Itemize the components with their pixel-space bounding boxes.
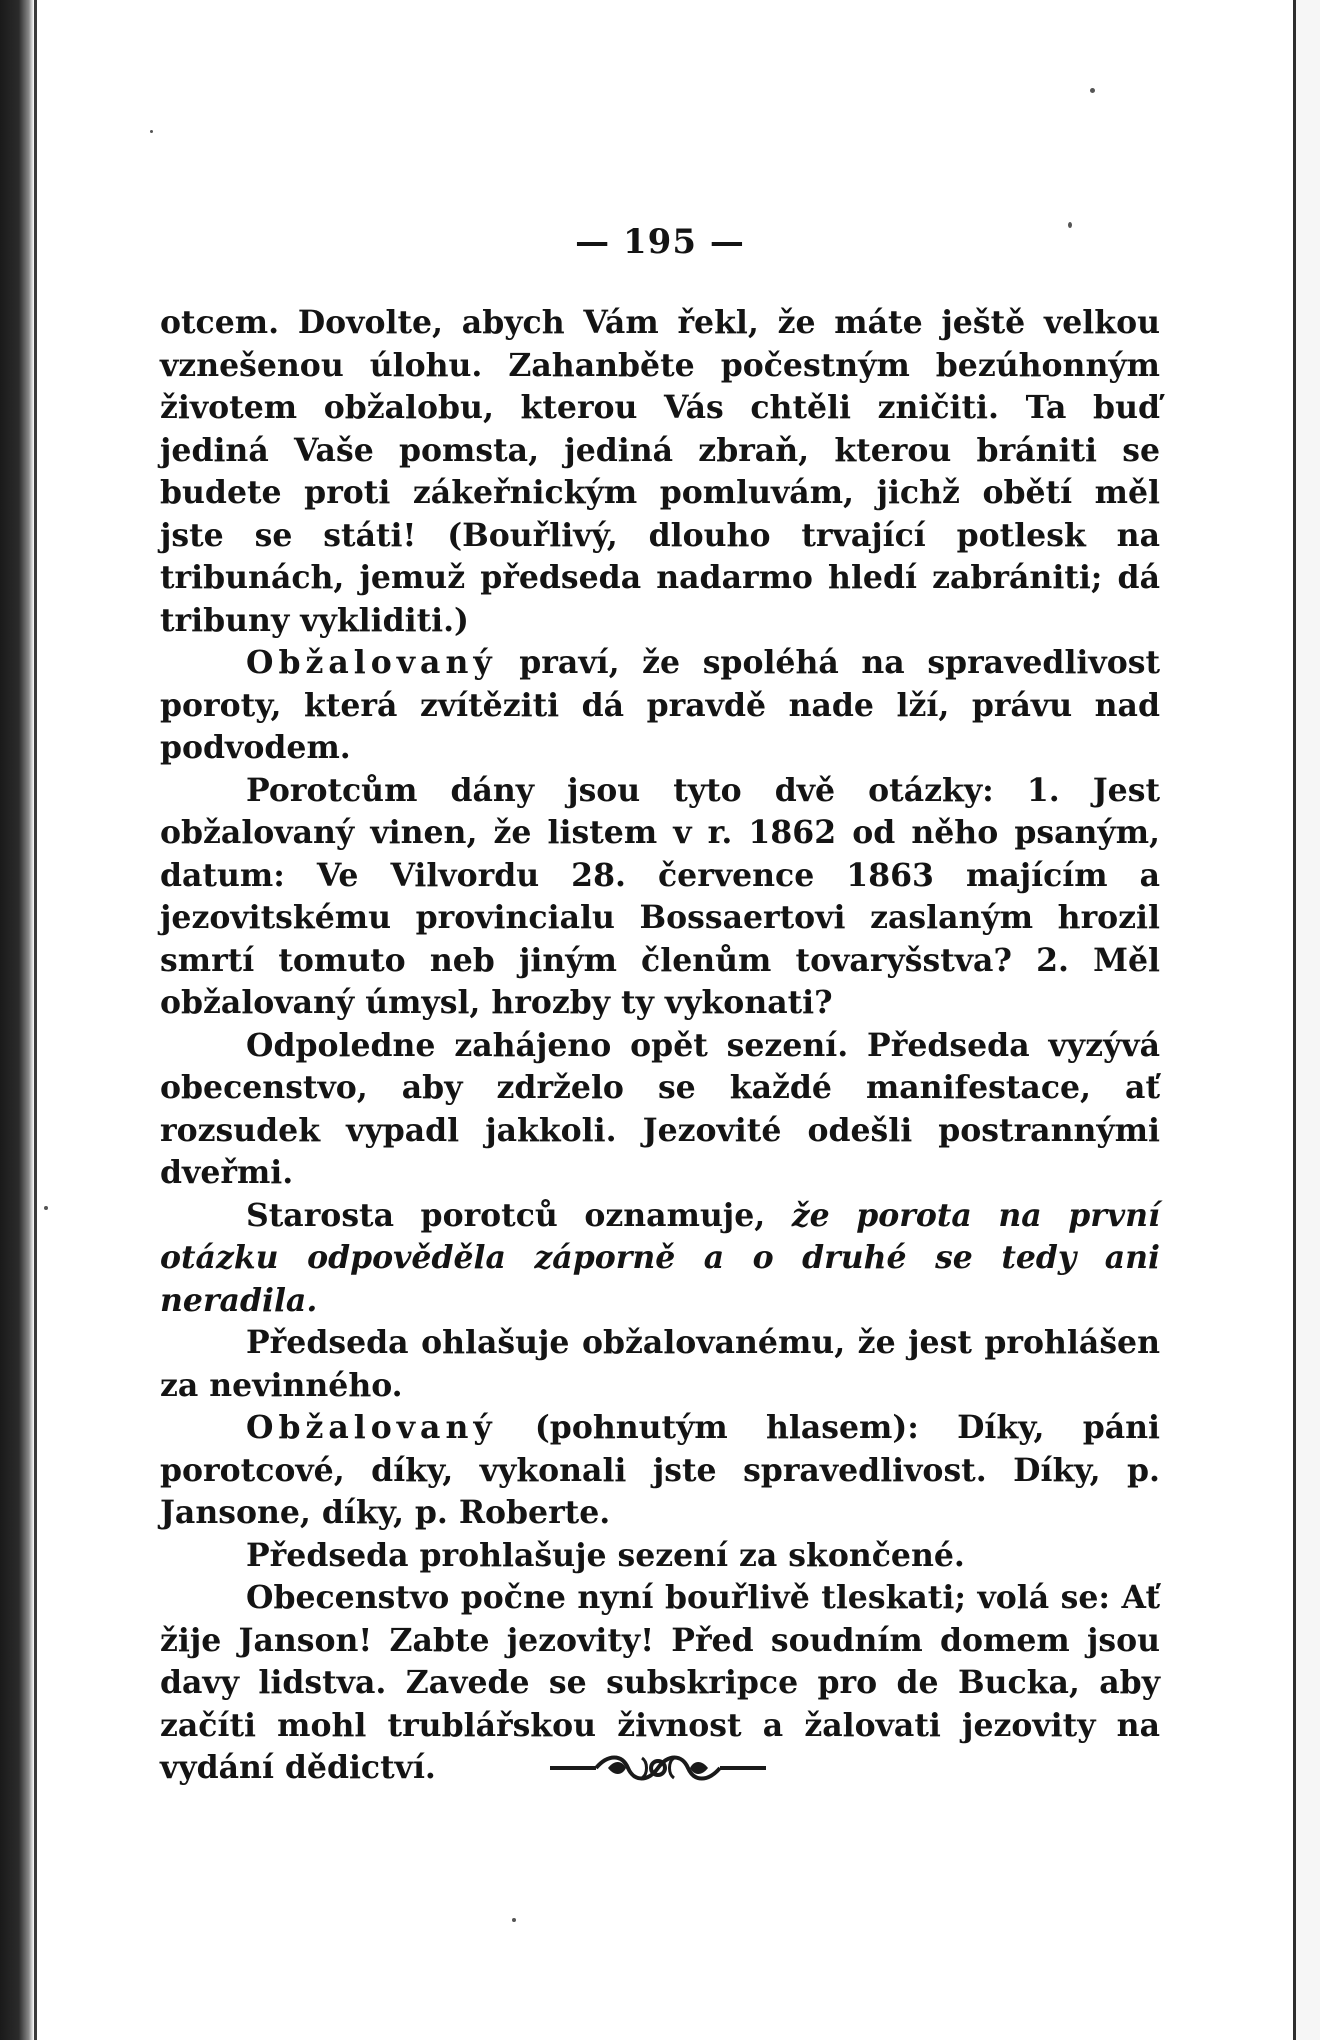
paragraph-3: Porotcům dány jsou tyto dvě otázky: 1. Jest obžalovaný vinen, že listem v r. 1862 od něho psaným, datum: Ve Vilvordu 28. července 1863 majícím a jezovitskému provincialu Bossaertovi zaslaným hrozil smrtí tomuto neb jiným členům tovaryšstva? 2. Měl obžalovaný úmysl, hrozby ty vykonati? — [160, 771, 1160, 1021]
paragraph-4: Odpoledne zahájeno opět sezení. Předseda vyzývá obecenstvo, aby zdrželo se každé manifestace, ať rozsudek vypadl jakkoli. Jezovité odešli postrannými dveřmi. — [160, 1026, 1160, 1191]
scan-speck — [44, 1206, 48, 1210]
paragraph-7 — [160, 1407, 1160, 1535]
paragraph-1: otcem. Dovolte, abych Vám řekl, že máte ještě velkou vznešenou úlohu. Zahanběte počestným bezúhonným životem obžalobu, kterou Vás chtěli zničiti. Ta buď jediná Vaše pomsta, jediná zbraň, kterou brániti se budete proti zákeřnickým pomluvám, jichž obětí měl jste se státi! (Bouřlivý, dlouho trvající potlesk na tribunách, jemuž předseda nadarmo hledí zabrániti; dá tribuny vykliditi.) — [160, 304, 1160, 639]
paragraph-7-text: (pohnutým hlasem): Díky, páni porotcové, díky, vykonali jste spravedlivost. Díky, p. Jansone, díky, p. Roberte. — [160, 1409, 1160, 1531]
verdict-italic: že porota na první otázku odpověděla záporně a o druhé se tedy ani neradila. — [160, 1196, 1160, 1319]
paragraph-9: Obecenstvo počne nyní bouřlivě tleskati; volá se: Ať žije Janson! Zabte jezovity! Před soudním domem jsou davy lidstva. Zavede se subskripce pro de Bucka, aby začíti mohl trublářskou živnost a žalovati jezovity na vydání dědictví. — [160, 1579, 1160, 1786]
body-text — [160, 302, 1160, 1790]
scan-right-margin — [1296, 0, 1320, 2040]
scan-right-edge — [1293, 0, 1296, 2040]
paragraph-2 — [160, 642, 1160, 770]
speaker-name: Obžalovaný — [246, 1409, 497, 1446]
scan-speck — [1068, 222, 1072, 228]
paragraph-5 — [160, 1195, 1160, 1323]
scan-speck — [512, 1918, 516, 1922]
scan-left-edge — [34, 0, 37, 2040]
paragraph-5-text: Starosta porotců oznamuje, — [246, 1196, 792, 1234]
speaker-name: Obžalovaný — [246, 644, 497, 681]
fleuron-ornament-icon — [548, 1748, 768, 1788]
paragraph-6: Předseda ohlašuje obžalovanému, že jest prohlášen za nevinného. — [160, 1324, 1160, 1404]
page-number: — 195 — — [575, 222, 745, 262]
paragraph-8: Předseda prohlašuje sezení za skončené. — [246, 1536, 965, 1574]
scan-binding-shadow — [0, 0, 34, 2040]
scan-speck — [1090, 88, 1095, 93]
paragraph-2-text: praví, že spoléhá na spravedlivost poroty, která zvítěziti dá pravdě nade lží, právu nad podvodem. — [160, 644, 1160, 766]
scan-speck — [150, 130, 153, 133]
